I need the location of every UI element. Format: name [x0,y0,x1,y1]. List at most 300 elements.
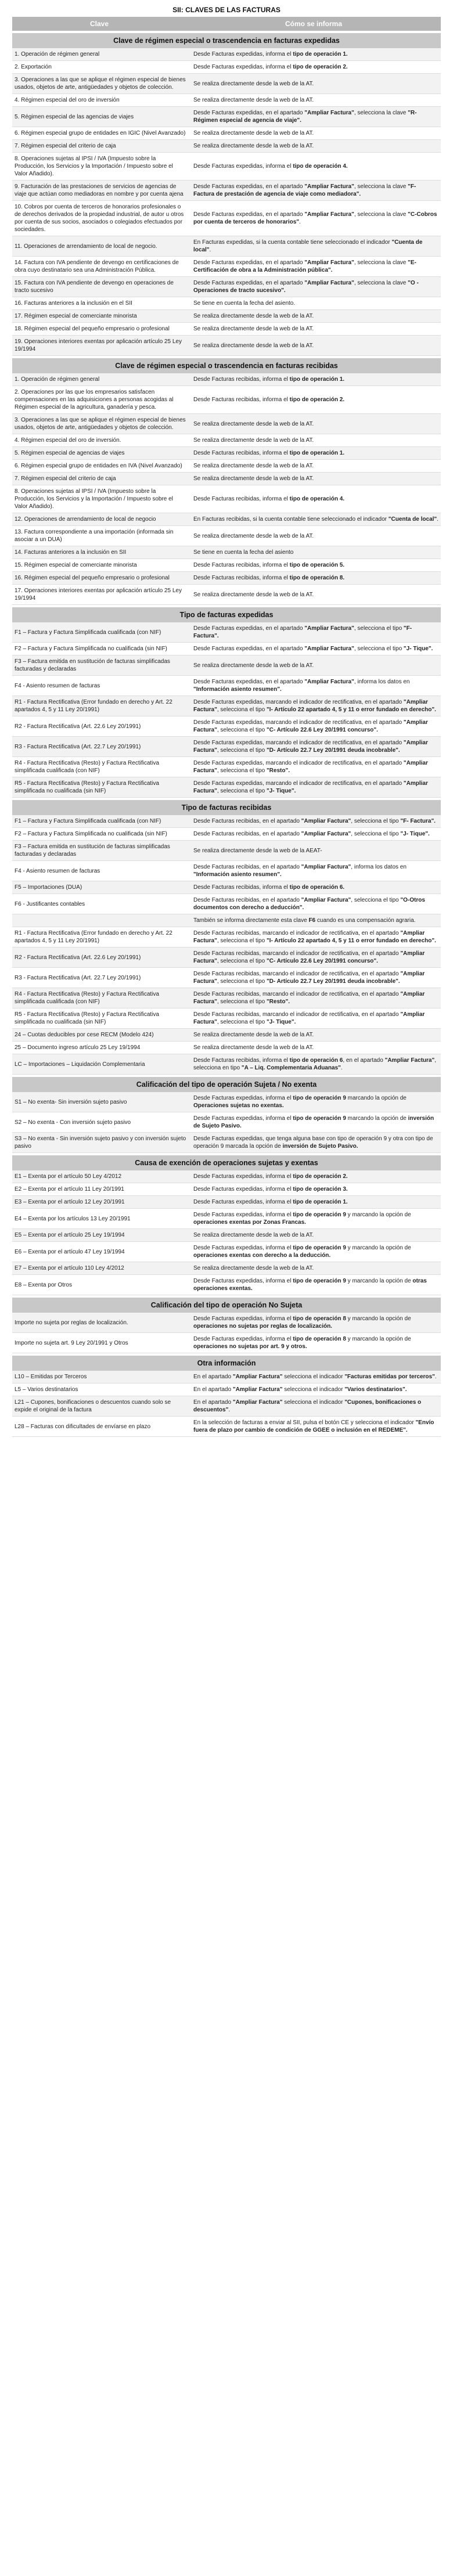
table-row [12,988,441,1008]
clave-cell: F6 - Justificantes contables [15,900,85,907]
emphasis: "J- Tique". [266,788,296,794]
clave-cell: F4 - Asiento resumen de facturas [15,682,100,689]
clave-cell [12,918,189,923]
table-row [12,1042,441,1054]
clave-cell: Importe no sujeta art. 9 Ley 20/1991 y Otros [15,1339,128,1346]
clave-cell: 5. Régimen especial de agencias de viajes [15,450,125,456]
clave-cell: 18. Régimen especial del pequeño empresario o profesional [15,326,170,332]
emphasis: "Ampliar Factura" [304,211,354,218]
clave-cell: S3 – No exenta - Sin inversión sujeto pasivo y con inversión sujeto pasivo [15,1136,186,1150]
table-row [12,257,441,277]
emphasis: "D- Artículo 22.7 Ley 20/1991 deuda incobrable". [266,978,400,985]
column-header-como: Cómo se informa [285,20,342,28]
table-row [12,585,441,605]
emphasis: operaciones no sujetas por reglas de localización. [193,1323,332,1330]
clave-cell: 7. Régimen especial del criterio de caja [15,143,116,149]
como-se-informa-cell: Se realiza directamente desde la web de la AT. [193,130,314,136]
como-se-informa-cell: Desde Facturas expedidas, en el apartado "Ampliar Factura", informa los datos en "Información asiento resumen". [193,679,410,693]
como-se-informa-cell: Desde Facturas recibidas, en el apartado "Ampliar Factura", selecciona el tipo "J- Tique". [193,831,430,837]
table-row [12,815,441,828]
emphasis: "Facturas emitidas por terceros" [344,1374,435,1380]
table-row [12,201,441,236]
como-se-informa-cell: En el apartado "Ampliar Factura" selecciona el indicador "Cupones, bonificaciones o descuentos". [193,1399,422,1413]
emphasis: "Varios destinatarios". [344,1386,407,1393]
emphasis: "Ampliar Factura" [193,699,428,713]
emphasis: "R- Régimen especial de agencia de viaje". [193,110,417,124]
emphasis: "Ampliar Factura" [193,760,428,774]
clave-cell: R3 - Factura Rectificativa (Art. 22.7 Ley 20/1991) [15,743,141,750]
como-se-informa-cell: Desde Facturas recibidas, informa el tipo de operación 2. [193,397,345,403]
table-row [12,1275,441,1295]
como-se-informa-cell: Desde Facturas recibidas, marcando el indicador de rectificativa, en el apartado "Ampliar Factura", selecciona el tipo "J- Tique". [193,1011,425,1025]
emphasis: tipo de operación 2. [289,397,345,403]
como-se-informa-cell: Desde Facturas expedidas, informa el tipo de operación 9 y marcando la opción de otras operaciones exentas. [193,1278,427,1292]
emphasis: F6 [308,917,316,924]
como-se-informa-cell: Se realiza directamente desde la web de la AT. [193,313,314,319]
table-row [12,1029,441,1042]
clave-cell: E3 – Exenta por el artículo 12 Ley 20/1991 [15,1199,125,1205]
como-se-informa-cell: Desde Facturas recibidas, marcando el indicador de rectificativa, en el apartado "Ampliar Factura", selecciona el tipo "Resto". [193,991,425,1005]
como-se-informa-cell: Desde Facturas recibidas, marcando el indicador de rectificativa, en el apartado "Ampliar Factura", selecciona el tipo "I- Artículo 22 apartado 4, 5 y 11 o error fundado en derecho". [193,930,436,944]
emphasis: "Ampliar Factura" [193,991,425,1005]
como-se-informa-cell: Se realiza directamente desde la web de la AT. [193,80,314,87]
table-row [12,140,441,153]
emphasis: "Cupones, bonificaciones o descuentos" [193,1399,422,1413]
como-se-informa-cell: Desde Facturas expedidas, en el apartado "Ampliar Factura", selecciona la clave "E- Certificación de obra a la Administración pública". [193,260,416,273]
como-se-informa-cell: Se realiza directamente desde la web de la AEAT- [193,847,322,854]
emphasis: "Resto". [266,999,290,1005]
emphasis: "Ampliar Factura" [301,897,351,903]
table-row [12,828,441,841]
clave-cell: S1 – No exenta- Sin inversión sujeto pasivo [15,1098,127,1105]
clave-cell: 16. Régimen especial del pequeño empresario o profesional [15,575,170,581]
como-se-informa-cell: Desde Facturas expedidas, en el apartado "Ampliar Factura", selecciona la clave "R- Régimen especial de agencia de viaje". [193,110,417,124]
table-row [12,968,441,988]
table-row [12,48,441,61]
clave-cell: 2. Exportación [15,64,52,70]
emphasis: "I- Artículo 22 apartado 4, 5 y 11 o error fundado en derecho". [266,938,436,944]
sections-container [12,33,441,1437]
table-row [12,414,441,434]
como-se-informa-cell: En la selección de facturas a enviar al SII, pulsa el botón CE y selecciona el indicador "Envío fuera de plazo por cambio de condición de GGEE o inclusión en el REDEME". [193,1419,434,1433]
emphasis: "F- Factura". [193,625,412,639]
emphasis: "Información asiento resumen". [193,686,282,693]
como-se-informa-cell: Desde Facturas expedidas, informa el tipo de operación 9 y marcando la opción de operaciones exentas con derecho a la deducción. [193,1245,411,1259]
como-se-informa-cell: Desde Facturas expedidas, que tenga alguna base con tipo de operación 9 y otra con tipo de operación 9 marcada la opción de inversión de Sujeto Pasivo. [193,1136,433,1150]
table-row [12,513,441,526]
clave-cell: 6. Régimen especial grupo de entidades en IGIC (Nivel Avanzado) [15,130,186,136]
emphasis: operaciones exentas por Zonas Francas. [193,1219,306,1226]
emphasis: tipo de operación 9 [293,1095,346,1101]
clave-cell: 17. Régimen especial de comerciante minorista [15,313,137,319]
clave-cell: R1 - Factura Rectificativa (Error fundado en derecho y Art. 22 apartados 4, 5 y 11 Ley 20/1991) [15,930,172,944]
table-row [12,914,441,927]
table-row [12,841,441,861]
como-se-informa-cell: Se realiza directamente desde la web de la AT. [193,437,314,444]
clave-cell: E8 – Exenta por Otros [15,1281,72,1288]
clave-cell: R4 - Factura Rectificativa (Resto) y Factura Rectificativa simplificada cualificada (con NIF) [15,991,159,1005]
como-se-informa-cell: Desde Facturas expedidas, marcando el indicador de rectificativa, en el apartado "Ampliar Factura", selecciona el tipo "C- Artículo 22.6 Ley 20/1991 concurso". [193,719,428,733]
emphasis: tipo de operación 4. [293,163,348,170]
emphasis: "I- Artículo 22 apartado 4, 5 y 11 o error fundado en derecho". [266,707,436,713]
como-se-informa-cell: Desde Facturas expedidas, informa el tipo de operación 2. [193,1173,348,1180]
table-row [12,643,441,655]
clave-cell: E6 – Exenta por el artículo 47 Ley 19/1994 [15,1248,125,1255]
table-row [12,757,441,777]
section-heading: Causa de exención de operaciones sujetas y exentas [12,1155,441,1170]
clave-cell: F1 – Factura y Factura Simplificada cualificada (con NIF) [15,629,161,636]
clave-cell: L5 – Varios destinatarios [15,1386,78,1393]
emphasis: "Ampliar Factura" [232,1374,283,1380]
emphasis: Operaciones sujetas no exentas. [193,1103,284,1109]
table-row [12,1242,441,1262]
table-row [12,127,441,140]
emphasis: "Ampliar Factura" [193,930,425,944]
emphasis: tipo de operación 8. [289,575,345,581]
clave-cell: 12. Operaciones de arrendamiento de local de negocio [15,516,156,523]
table-row [12,460,441,473]
section-heading: Clave de régimen especial o trascendencia en facturas recibidas [12,358,441,373]
como-se-informa-cell: Desde Facturas expedidas, en el apartado "Ampliar Factura", selecciona la clave "C-Cobros por cuenta de terceros de honorarios". [193,211,437,225]
clave-cell: 15. Factura con IVA pendiente de devengo en operaciones de tracto sucesivo [15,280,174,294]
como-se-informa-cell: Desde Facturas recibidas, informa el tipo de operación 1. [193,450,345,456]
section-heading: Clave de régimen especial o trascendencia en facturas expedidas [12,33,441,48]
como-se-informa-cell: Desde Facturas recibidas, en el apartado "Ampliar Factura", informa los datos en "Información asiento resumen". [193,864,407,878]
como-se-informa-cell: Se realiza directamente desde la web de la AT. [193,1265,314,1271]
table-row [12,861,441,881]
table-row [12,447,441,460]
table-row [12,1262,441,1275]
section-heading: Otra información [12,1356,441,1371]
table-row [12,1170,441,1183]
emphasis: "F- Factura de prestación de agencia de viaje como mediadora". [193,183,416,197]
table-row [12,1092,441,1112]
como-se-informa-cell: Desde Facturas expedidas, en el apartado "Ampliar Factura", selecciona el tipo "F- Factura". [193,625,412,639]
clave-cell: R2 - Factura Rectificativa (Art. 22.6 Ley 20/1991) [15,954,141,961]
emphasis: "J- Tique". [403,646,433,652]
table-row [12,473,441,485]
como-se-informa-cell: Desde Facturas expedidas, informa el tipo de operación 2. [193,64,348,70]
clave-cell: 3. Operaciones a las que se aplique el régimen especial de bienes usados, objetos de arte, antigüedades y objetos de colección. [15,417,186,431]
como-se-informa-cell: Desde Facturas recibidas, informa el tipo de operación 4. [193,496,345,502]
table-row [12,881,441,894]
table-row [12,1417,441,1437]
emphasis: tipo de operación 8 [293,1336,346,1342]
como-se-informa-cell: Desde Facturas expedidas, informa el tipo de operación 1. [193,51,348,57]
como-se-informa-cell: Se realiza directamente desde la web de la AT. [193,420,314,427]
column-header-clave: Clave [89,20,109,28]
claves-document [12,3,441,1437]
como-se-informa-cell: Desde Facturas expedidas, en el apartado "Ampliar Factura", selecciona la clave "F- Factura de prestación de agencia de viaje como mediadora". [193,183,416,197]
table-row [12,107,441,127]
como-se-informa-cell: Desde Facturas recibidas, marcando el indicador de rectificativa, en el apartado "Ampliar Factura", selecciona el tipo "D- Artículo 22.7 Ley 20/1991 deuda incobrable". [193,971,425,985]
como-se-informa-cell: Se realiza directamente desde la web de la AT. [193,532,314,539]
como-se-informa-cell: Desde Facturas recibidas, en el apartado "Ampliar Factura", selecciona el tipo "O-Otros documentos con derecho a deducción". [193,897,425,911]
como-se-informa-cell: Desde Facturas recibidas, informa el tipo de operación 6. [193,884,345,891]
table-row [12,947,441,968]
como-se-informa-cell: En Facturas expedidas, si la cuenta contable tiene seleccionado el indicador "Cuenta de local". [193,239,423,253]
table-row [12,153,441,181]
table-row [12,1384,441,1396]
emphasis: "Ampliar Factura" [193,950,425,964]
clave-cell: 11. Operaciones de arrendamiento de local de negocio. [15,243,157,250]
table-row [12,1133,441,1153]
como-se-informa-cell: Desde Facturas expedidas, informa el tipo de operación 8 y marcando la opción de operaciones no sujetas por reglas de localización. [193,1316,411,1330]
clave-cell: R5 - Factura Rectificativa (Resto) y Factura Rectificativa simplificada no cualificada (sin NIF) [15,780,159,794]
table-row [12,236,441,257]
table-row [12,622,441,643]
emphasis: tipo de operación 1. [293,51,348,57]
clave-cell: E7 – Exenta por el artículo 110 Ley 4/2012 [15,1265,124,1271]
clave-cell: 14. Factura con IVA pendiente de devengo en certificaciones de obra cuyo destinatario sea una Administración Pública. [15,260,179,273]
como-se-informa-cell: Se realiza directamente desde la web de la AT. [193,1032,314,1038]
clave-cell: E1 – Exenta por el artículo 50 Ley 4/2012 [15,1173,122,1180]
como-se-informa-cell: Desde Facturas expedidas, informa el tipo de operación 4. [193,163,348,170]
emphasis: "Ampliar Factura" [232,1399,283,1406]
como-se-informa-cell: Desde Facturas recibidas, informa el tipo de operación 8. [193,575,345,581]
como-se-informa-cell: Desde Facturas expedidas, marcando el indicador de rectificativa, en el apartado "Ampliar Factura", selecciona el tipo "D- Artículo 22.7 Ley 20/1991 deuda incobrable". [193,740,428,754]
como-se-informa-cell: Se realiza directamente desde la web de la AT. [193,591,314,598]
clave-cell: 14. Facturas anteriores a la inclusión en SII [15,549,127,556]
table-row [12,655,441,676]
table-row [12,696,441,716]
clave-cell: R1 - Factura Rectificativa (Error fundado en derecho y Art. 22 apartados 4, 5 y 11 Ley 20/1991) [15,699,172,713]
emphasis: inversión de Sujeto Pasivo. [282,1143,358,1150]
emphasis: tipo de operación 2. [293,1173,348,1180]
clave-cell: 8. Operaciones sujetas al IPSI / IVA (Impuesto sobre la Producción, los Servicios y la Importación / Impuesto sobre el Valor Añadido). [15,156,173,177]
table-row [12,1371,441,1384]
emphasis: "Cuenta de local" [193,239,423,253]
como-se-informa-cell: Se realiza directamente desde la web de la AT. [193,97,314,103]
table-row [12,777,441,798]
table-row [12,559,441,572]
emphasis: "E- Certificación de obra a la Administración pública". [193,260,416,273]
como-se-informa-cell: Desde Facturas recibidas, informa el tipo de operación 5. [193,562,345,568]
como-se-informa-cell: Desde Facturas expedidas, informa el tipo de operación 8 y marcando la opción de operaciones no sujetas por art. 9 y otros. [193,1336,411,1350]
emphasis: "Ampliar Factura" [193,1011,425,1025]
clave-cell: R3 - Factura Rectificativa (Art. 22.7 Ley 20/1991) [15,974,141,981]
como-se-informa-cell: Se realiza directamente desde la web de la AT. [193,342,314,349]
clave-cell: L28 – Facturas con dificultades de envíarse en plazo [15,1423,151,1430]
emphasis: "Ampliar Factura" [232,1386,283,1393]
emphasis: "Ampliar Factura" [304,183,354,190]
emphasis: tipo de operación 5. [289,562,345,568]
table-row [12,526,441,546]
emphasis: tipo de operación 9 [293,1245,346,1251]
emphasis: inversión de Sujeto Pasivo. [193,1115,434,1129]
table-row [12,434,441,447]
como-se-informa-cell: Desde Facturas recibidas, informa el tipo de operación 1. [193,376,345,383]
emphasis: "Ampliar Factura" [304,260,354,266]
table-row [12,1183,441,1196]
emphasis: tipo de operación 9 [293,1212,346,1218]
emphasis: tipo de operación 1. [289,376,345,383]
clave-cell: E5 – Exenta por el artículo 25 Ley 19/1994 [15,1232,125,1238]
table-row [12,181,441,201]
clave-cell: 16. Facturas anteriores a la inclusión en el SII [15,300,132,307]
emphasis: "Ampliar Factura" [384,1057,435,1064]
emphasis: "Ampliar Factura" [301,831,351,837]
como-se-informa-cell: Desde Facturas recibidas, informa el tipo de operación 6, en el apartado "Ampliar Factura", selecciona en tipo "A – Liq. Complementaria Aduanas". [193,1057,436,1071]
clave-cell: LC – Importaciones – Liquidación Complementaria [15,1061,145,1068]
clave-cell: 17. Operaciones interiores exentas por aplicación artículo 25 Ley 19/1994 [15,588,182,601]
emphasis: operaciones exentas con derecho a la deducción. [193,1252,331,1259]
emphasis: "C-Cobros por cuenta de terceros de honorarios" [193,211,437,225]
emphasis: tipo de operación 6. [289,884,345,891]
clave-cell: L10 – Emitidas por Terceros [15,1374,87,1380]
clave-cell: 15. Régimen especial de comerciante minorista [15,562,137,568]
como-se-informa-cell: Se realiza directamente desde la web de la AT. [193,143,314,149]
como-se-informa-cell: Desde Facturas expedidas, informa el tipo de operación 9 y marcando la opción de operaciones exentas por Zonas Francas. [193,1212,411,1226]
page-title: SII: CLAVES DE LAS FACTURAS [172,6,281,14]
como-se-informa-cell: Desde Facturas expedidas, en el apartado "Ampliar Factura", selecciona el tipo "J- Tique". [193,646,433,652]
emphasis: otras operaciones exentas. [193,1278,427,1292]
emphasis: "Ampliar Factura" [193,740,428,754]
table-row [12,894,441,914]
table-row [12,297,441,310]
emphasis: "Ampliar Factura" [193,780,428,794]
emphasis: "Información asiento resumen". [193,871,282,878]
clave-cell: F5 – Importaciones (DUA) [15,884,82,891]
como-se-informa-cell: Desde Facturas expedidas, informa el tipo de operación 3. [193,1186,348,1192]
table-row [12,737,441,757]
table-row [12,1054,441,1075]
emphasis: "C- Artículo 22.6 Ley 20/1991 concurso". [266,958,378,964]
emphasis: tipo de operación 1. [289,450,345,456]
emphasis: "Resto". [266,768,290,774]
table-row [12,336,441,356]
clave-cell: 9. Facturación de las prestaciones de servicios de agencias de viaje que actúan como mediadoras en nombre y por cuenta ajena [15,183,184,197]
table-row [12,277,441,297]
column-header [12,17,441,31]
emphasis: "Ampliar Factura" [304,110,354,116]
clave-cell: 6. Régimen especial grupo de entidades en IVA (Nivel Avanzado) [15,463,182,469]
clave-cell: 7. Régimen especial del criterio de caja [15,475,116,482]
como-se-informa-cell: Desde Facturas expedidas, marcando el indicador de rectificativa, en el apartado "Ampliar Factura", selecciona el tipo "J- Tique". [193,780,428,794]
emphasis: "Ampliar Factura" [193,971,425,985]
clave-cell: Importe no sujeta por reglas de localización. [15,1319,128,1326]
table-row [12,572,441,585]
emphasis: "O - Operaciones de tracto sucesivo". [193,280,419,294]
table-row [12,546,441,559]
table-row [12,373,441,386]
emphasis: tipo de operación 2. [293,64,348,70]
emphasis: "D- Artículo 22.7 Ley 20/1991 deuda incobrable". [266,747,400,754]
table-row [12,676,441,696]
clave-cell: F2 – Factura y Factura Simplificada no cualificada (sin NIF) [15,831,167,837]
como-se-informa-cell: En el apartado "Ampliar Factura" selecciona el indicador "Facturas emitidas por terceros". [193,1374,437,1380]
emphasis: "Ampliar Factura" [304,679,354,685]
clave-cell: 10. Cobros por cuenta de terceros de honorarios profesionales o de derechos derivados de la propiedad industrial, de autor u otros por cuenta de sus socios, asociados o colegiados efectuados por sociedades. [15,204,184,233]
emphasis: "Cuenta de local" [388,516,437,523]
emphasis: tipo de operación 8 [293,1316,346,1322]
emphasis: "Envío fuera de plazo por cambio de condición de GGEE o inclusión en el REDEME". [193,1419,434,1433]
emphasis: tipo de operación 9 [293,1278,346,1284]
emphasis: "Ampliar Factura" [301,818,351,824]
table-row [12,1313,441,1333]
table-row [12,323,441,336]
como-se-informa-cell: Desde Facturas expedidas, en el apartado "Ampliar Factura", selecciona la clave "O - Operaciones de tracto sucesivo". [193,280,419,294]
emphasis: tipo de operación 1. [293,1199,348,1205]
table-row [12,1112,441,1133]
table-row [12,74,441,94]
emphasis: "J- Tique". [266,1019,296,1025]
como-se-informa-cell: Se tiene en cuenta la fecha del asiento [193,549,294,556]
table-row [12,94,441,107]
table-row [12,927,441,947]
como-se-informa-cell: Se realiza directamente desde la web de la AT. [193,463,314,469]
clave-cell: 25 – Documento ingreso artículo 25 Ley 19/1994 [15,1044,141,1051]
como-se-informa-cell: Se tiene en cuenta la fecha del asiento. [193,300,296,307]
como-se-informa-cell: Se realiza directamente desde la web de la AT. [193,1044,314,1051]
como-se-informa-cell: Desde Facturas expedidas, marcando el indicador de rectificativa, en el apartado "Ampliar Factura", selecciona el tipo "Resto". [193,760,428,774]
table-row [12,1333,441,1353]
emphasis: tipo de operación 6 [289,1057,343,1064]
emphasis: "Ampliar Factura" [304,646,354,652]
emphasis: tipo de operación 9 [293,1115,346,1122]
clave-cell: 4. Régimen especial del oro de inversión. [15,437,121,444]
emphasis: "Ampliar Factura" [304,280,354,286]
como-se-informa-cell: En Facturas recibidas, si la cuenta contable tiene seleccionado el indicador "Cuenta de local". [193,516,438,523]
emphasis: "F- Factura". [400,818,436,824]
clave-cell: E2 – Exenta por el artículo 11 Ley 20/1991 [15,1186,124,1192]
table-row [12,1396,441,1417]
como-se-informa-cell: Se realiza directamente desde la web de la AT. [193,475,314,482]
emphasis: "O-Otros documentos con derecho a deducción". [193,897,425,911]
clave-cell: E4 – Exenta por los artículos 13 Ley 20/1991 [15,1215,131,1222]
table-row [12,386,441,414]
emphasis: tipo de operación 4. [289,496,345,502]
table-row [12,61,441,74]
section-heading: Tipo de facturas expedidas [12,607,441,622]
clave-cell: F3 – Factura emitida en sustitución de facturas simplificadas facturadas y declaradas [15,658,170,672]
clave-cell: R2 - Factura Rectificativa (Art. 22.6 Ley 20/1991) [15,723,141,730]
como-se-informa-cell: Desde Facturas recibidas, marcando el indicador de rectificativa, en el apartado "Ampliar Factura", selecciona el tipo "C- Artículo 22.6 Ley 20/1991 concurso". [193,950,425,964]
clave-cell: R4 - Factura Rectificativa (Resto) y Factura Rectificativa simplificada cualificada (con NIF) [15,760,159,774]
table-row [12,1209,441,1229]
clave-cell: 1. Operación de régimen general [15,51,100,57]
section-heading: Calificación del tipo de operación No Sujeta [12,1298,441,1313]
clave-cell: 19. Operaciones interiores exentas por aplicación artículo 25 Ley 19/1994 [15,338,182,352]
clave-cell: 24 – Cuotas deducibles por cese RECM (Modelo 424) [15,1032,154,1038]
emphasis: operaciones no sujetas por art. 9 y otros. [193,1343,307,1350]
section-heading: Calificación del tipo de operación Sujeta / No exenta [12,1077,441,1092]
clave-cell: 8. Operaciones sujetas al IPSI / IVA (Impuesto sobre la Producción, los Servicios y la Importación / Impuesto sobre el Valor Añadido). [15,488,173,510]
clave-cell: 2. Operaciones por las que los empresarios satisfacen compensaciones en las adquisiciones a personas acogidas al Régimen especial de la agricultura, ganadería y pesca. [15,389,174,410]
como-se-informa-cell: Desde Facturas expedidas, marcando el indicador de rectificativa, en el apartado "Ampliar Factura", selecciona el tipo "I- Artículo 22 apartado 4, 5 y 11 o error fundado en derecho". [193,699,436,713]
como-se-informa-cell: Desde Facturas expedidas, informa el tipo de operación 9 marcando la opción de inversión de Sujeto Pasivo. [193,1115,434,1129]
como-se-informa-cell: Desde Facturas recibidas, en el apartado "Ampliar Factura", selecciona el tipo "F- Factura". [193,818,436,824]
clave-cell: 5. Régimen especial de las agencias de viajes [15,113,134,120]
section-heading: Tipo de facturas recibidas [12,800,441,815]
emphasis: "Ampliar Factura" [193,719,428,733]
clave-cell: 3. Operaciones a las que se aplique el régimen especial de bienes usados, objetos de arte, antigüedades y objetos de colección. [15,77,186,91]
clave-cell: F2 – Factura y Factura Simplificada no cualificada (sin NIF) [15,646,167,652]
table-row [12,716,441,737]
como-se-informa-cell: Se realiza directamente desde la web de la AT. [193,662,314,669]
clave-cell: 13. Factura correspondiente a una importación (informada sin asociar a un DUA) [15,529,174,543]
table-row [12,1229,441,1242]
emphasis: "Ampliar Factura" [301,864,351,870]
como-se-informa-cell: Desde Facturas expedidas, informa el tipo de operación 1. [193,1199,348,1205]
emphasis: "A – Liq. Complementaria Aduanas" [241,1065,341,1071]
table-row [12,485,441,513]
como-se-informa-cell: Se realiza directamente desde la web de la AT. [193,326,314,332]
emphasis: tipo de operación 3. [293,1186,348,1192]
emphasis: "J- Tique". [400,831,430,837]
clave-cell: S2 – No exenta - Con inversión sujeto pasivo [15,1119,131,1126]
table-row [12,1196,441,1209]
